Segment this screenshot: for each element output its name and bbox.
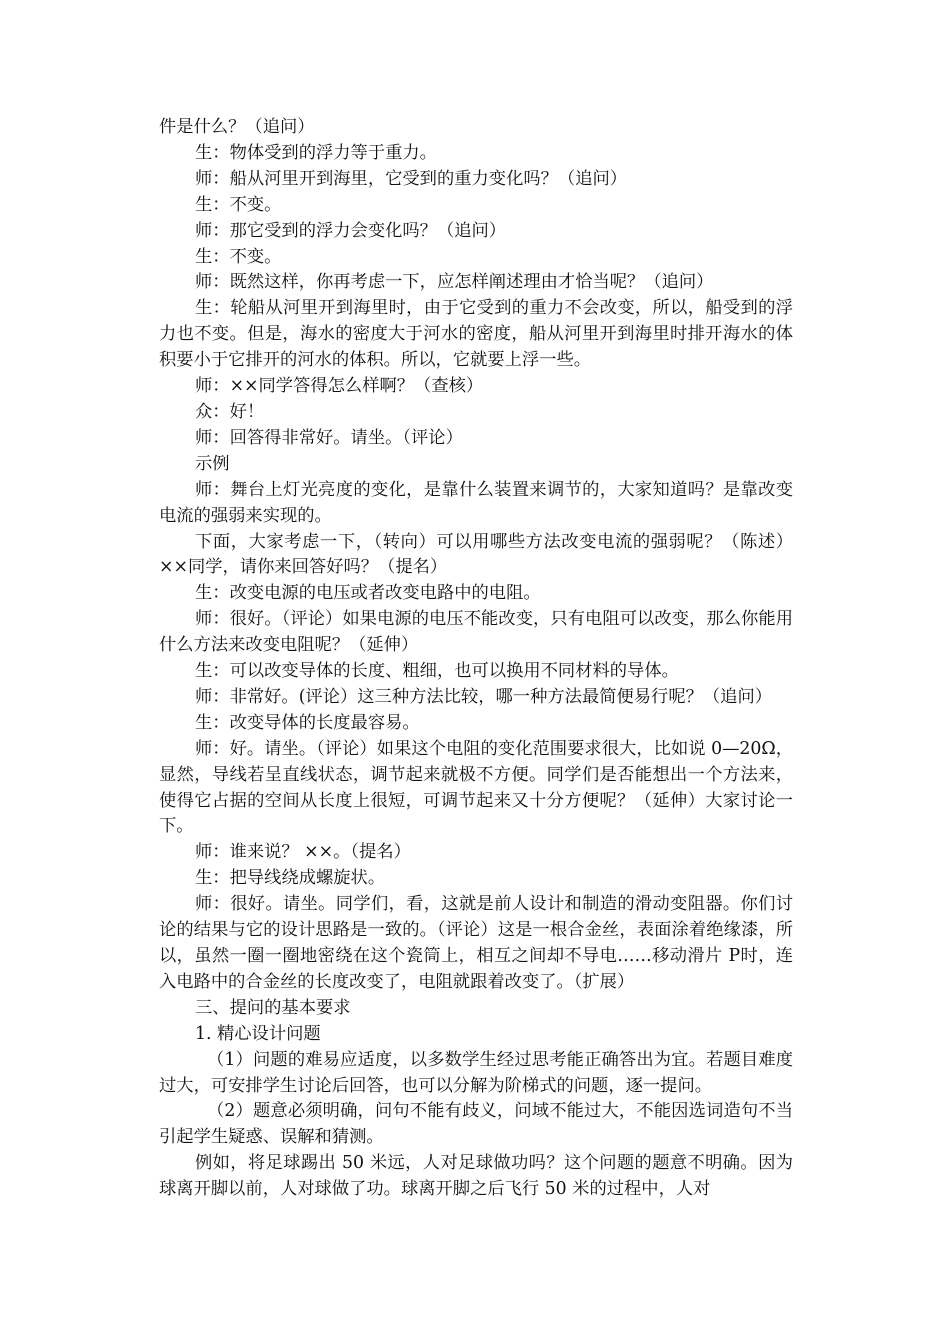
document-body [159,115,793,1203]
paragraph: 师：非常好。(评论）这三种方法比较，哪一种方法最简便易行呢？（追问） [195,686,773,707]
paragraph: 生：把导线绕成螺旋状。 [195,868,386,889]
paragraph: 生：轮船从河里开到海里时，由于它受到的重力不会改变，所以，船受到的浮力也不变。但是，海水的密度大于河水的密度，船从河里开到海里时排开海水的体积要小于它排开的河水的体积。所以，它就要上浮一些。 [159,298,793,371]
paragraph: 下面，大家考虑一下，（转向）可以用哪些方法改变电流的强弱呢？（陈述）××同学，请你来回答好吗？（提名） [159,531,793,578]
paragraph: 师：舞台上灯光亮度的变化，是靠什么装置来调节的，大家知道吗？是靠改变电流的强弱来实现的。 [159,479,793,526]
paragraph: 师：那它受到的浮力会变化吗？（追问） [195,220,507,241]
paragraph: 师：很好。请坐。同学们，看，这就是前人设计和制造的滑动变阻器。你们讨论的结果与它的设计思路是一致的。（评论）这是一根合金丝，表面涂着绝缘漆，所以，虽然一圈一圈地密绕在这个瓷筒上，相互之间却不导电……移动滑片 P时，连入电路中的合金丝的长度改变了，电阻就跟着改变了。（扩展） [159,894,793,992]
paragraph: 生：改变导体的长度最容易。 [195,712,420,733]
paragraph: 生：物体受到的浮力等于重力。 [195,142,437,163]
paragraph: 师：××同学答得怎么样啊？（查核） [195,376,484,397]
paragraph: 生：可以改变导体的长度、粗细，也可以换用不同材料的导体。 [195,661,679,682]
paragraph: 众：好！ [195,401,265,422]
paragraph: 师：很好。（评论）如果电源的电压不能改变，只有电阻可以改变，那么你能用什么方法来改变电阻呢？（延伸） [159,609,793,656]
paragraph: （1）问题的难易应适度，以多数学生经过思考能正确答出为宜。若题目难度过大，可安排学生讨论后回答，也可以分解为阶梯式的问题，逐一提问。 [159,1049,793,1096]
section-heading: 三、提问的基本要求 [195,997,351,1018]
subsection-heading: 1. 精心设计问题 [195,1023,321,1044]
paragraph: 生：不变。 [195,194,282,215]
paragraph: （2）题意必须明确，问句不能有歧义，问域不能过大，不能因选词造句不当引起学生疑惑、误解和猜测。 [159,1101,793,1148]
paragraph: 师：回答得非常好。请坐。（评论） [195,427,463,448]
paragraph: 师：谁来说？ ××。（提名） [195,842,411,863]
paragraph: 师：既然这样，你再考虑一下，应怎样阐述理由才恰当呢？（追问） [195,272,714,293]
paragraph: 件是什么？（追问） [159,117,315,137]
paragraph: 师：好。请坐。（评论）如果这个电阻的变化范围要求很大，比如说 0—20Ω，显然，导线若呈直线状态，调节起来就极不方便。同学们是否能想出一个方法来，使得它占据的空间从长度上很短，可调节起来又十分方便呢？（延伸）大家讨论一下。 [159,738,793,837]
paragraph: 例如，将足球踢出 50 米远，人对足球做功吗？这个问题的题意不明确。因为球离开脚以前，人对球做了功。球离开脚之后飞行 50 米的过程中，人对 [159,1153,793,1200]
paragraph: 师：船从河里开到海里，它受到的重力变化吗？（追问） [195,168,628,189]
paragraph: 生：不变。 [195,246,282,267]
section-label: 示例 [195,453,230,474]
paragraph: 生：改变电源的电压或者改变电路中的电阻。 [195,583,541,604]
